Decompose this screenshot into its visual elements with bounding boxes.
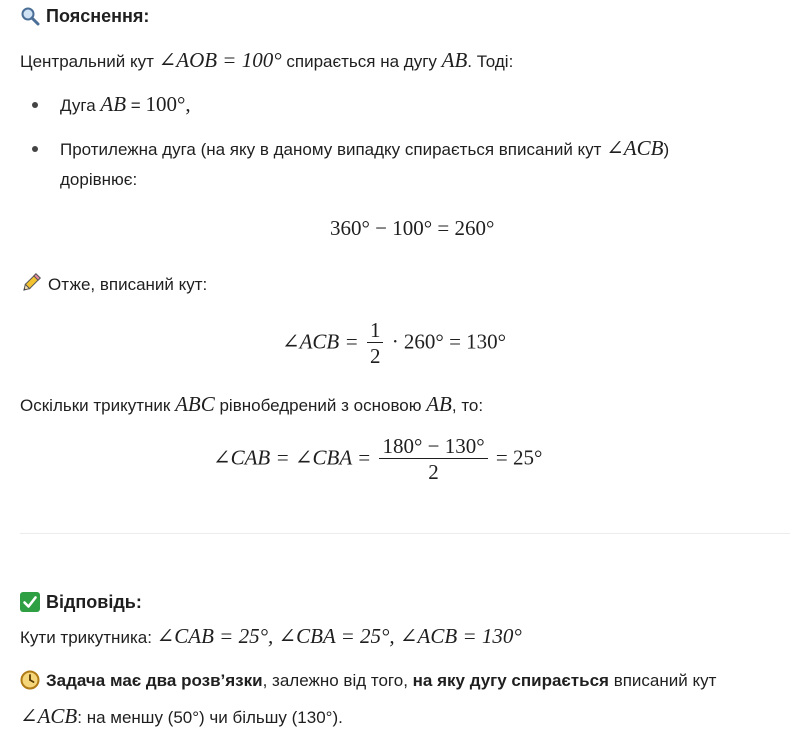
fraction-base-angles: $\frac{180^\circ - 130^\circ}{2}$ [379,434,487,485]
equation-inscribed-angle: ∠ACB = $\frac{1}{2}$ · 260° = 130° [282,318,507,368]
angle-aob: ∠AOB = 100° [158,48,282,72]
note-line: Задача має два розв’язки, залежно від того, на яку дугу спирається вписаний кут [20,670,716,695]
isosceles-line: Оскільки трикутник ABC рівнобедрений з основою AB, то: [20,392,484,416]
fraction-half: $\frac{1}{2}$ [367,318,384,369]
explanation-heading [20,6,149,31]
so-line [20,272,207,299]
list-item-opposite-arc: Протилежна дуга (на яку в даному випадку спирається вписаний кут ∠ACB) [60,136,670,160]
bullet-dot [32,102,38,108]
answer-title: Відповідь: [46,592,142,612]
check-icon [20,592,40,617]
answer-line: Кути трикутника: ∠CAB = 25°, ∠CBA = 25°, ∠ACB = 130° [20,624,522,648]
bullet-dot [32,146,38,152]
list-item-arc: Дуга AB = 100°, [60,92,191,116]
intro-line: Центральний кут ∠AOB = 100° спирається на дугу AB. Тоді: [20,48,514,72]
clock-icon [20,670,40,695]
note-line-2: ∠ACB: на меншу (50°) чи більшу (130°). [20,704,343,728]
answer-values: ∠CAB = 25°, ∠CBA = 25°, ∠ACB = 130° [156,624,522,648]
divider [20,533,790,534]
answer-heading [20,592,142,617]
so-text: Отже, вписаний кут: [48,275,208,294]
list-item-opposite-arc-cont: дорівнює: [60,170,138,189]
equation-base-angles: ∠CAB = ∠CBA = $\frac{180^\circ - 130^\circ}{2}$ = 25° [213,434,543,484]
magnifier-icon [20,6,40,31]
equation-opposite-arc: 360° − 100° = 260° [330,216,495,240]
pencil-icon [20,272,42,299]
explanation-title: Пояснення: [46,6,150,26]
arc-ab: AB [441,48,468,72]
